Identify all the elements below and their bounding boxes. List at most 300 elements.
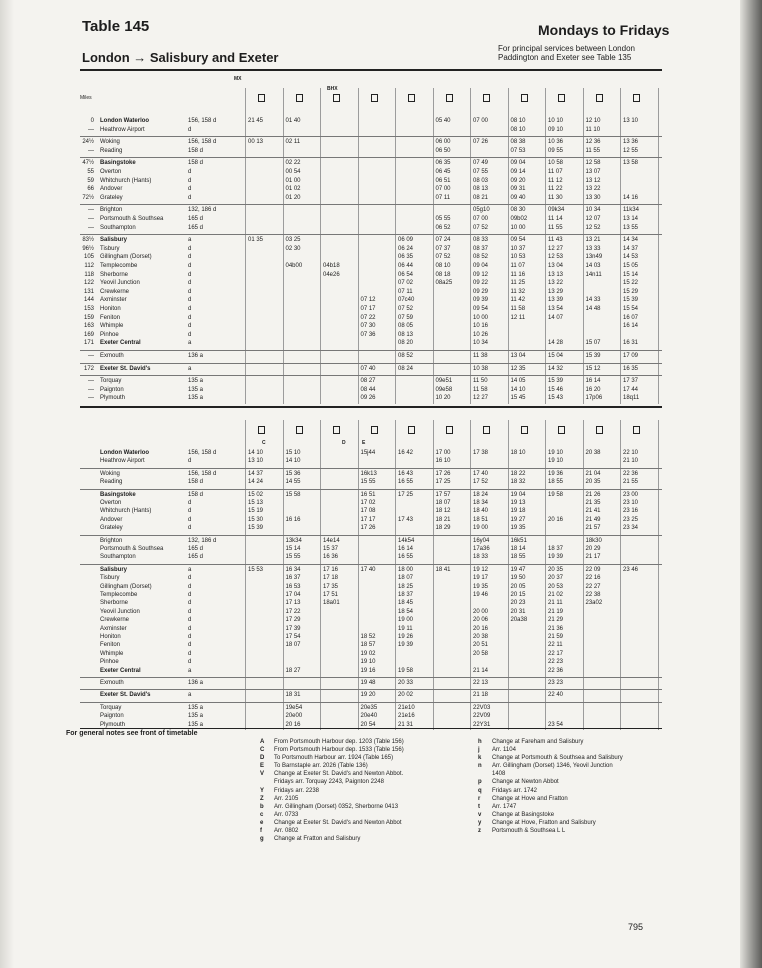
station-ref: 135 a xyxy=(188,395,204,402)
footnote-text: Arr. 1104 xyxy=(492,747,516,754)
departure-time: 08 44 xyxy=(360,386,376,393)
departure-time: 23 46 xyxy=(623,566,639,573)
footer-rule xyxy=(80,728,662,729)
miles-cell: 83½ xyxy=(82,237,94,244)
bottom-row xyxy=(80,642,662,649)
footnote-symbol: n xyxy=(478,763,482,770)
miles-cell: 169 xyxy=(83,331,94,338)
departure-time: 15 39 xyxy=(248,525,264,532)
departure-time: 07 37 xyxy=(435,245,451,252)
code-c: C xyxy=(262,440,266,446)
departure-time: 10 10 xyxy=(548,118,564,124)
departure-time: 17 00 xyxy=(435,450,451,456)
departure-time: 18 32 xyxy=(510,479,526,486)
departure-time: 21e10 xyxy=(398,704,415,711)
departure-time: 20 16 xyxy=(285,721,301,728)
miles-cell: 159 xyxy=(83,314,94,321)
departure-time: 08 18 xyxy=(435,271,451,278)
departure-time: 21 57 xyxy=(585,525,601,532)
group-rule xyxy=(80,702,662,703)
departure-time: 11k34 xyxy=(623,207,639,214)
top-row xyxy=(80,366,662,373)
departure-time: 20 35 xyxy=(585,479,601,486)
station-ref: d xyxy=(188,306,192,312)
bottom-row xyxy=(80,575,662,582)
station-name: Salisbury xyxy=(100,237,128,244)
bottom-row xyxy=(80,567,662,574)
miles-cell: 153 xyxy=(83,306,94,312)
departure-time: 08 52 xyxy=(473,254,489,261)
bottom-row xyxy=(80,554,662,561)
station-name: Axminster xyxy=(100,297,127,304)
departure-time: 17 02 xyxy=(360,500,376,506)
station-ref: a xyxy=(188,365,192,372)
station-name: London Waterloo xyxy=(100,450,150,456)
footnote-entry xyxy=(260,778,470,786)
departure-time: 23 00 xyxy=(623,491,639,498)
departure-time: 17 25 xyxy=(398,491,414,498)
departure-time: 22 13 xyxy=(473,680,489,686)
top-row xyxy=(80,195,662,202)
departure-time: 16 53 xyxy=(285,583,301,590)
station-name: Reading xyxy=(100,479,123,486)
departure-time: 16 55 xyxy=(398,554,414,561)
station-name: Templecombe xyxy=(100,263,138,269)
departure-time: 22 36 xyxy=(548,667,564,674)
departure-time: 12 36 xyxy=(585,139,601,146)
departure-time: 04b00 xyxy=(285,263,303,269)
departure-time: 11 58 xyxy=(473,386,488,393)
station-ref: 156, 158 d xyxy=(188,139,217,146)
departure-time: 15 12 xyxy=(585,365,601,372)
group-rule xyxy=(80,204,662,205)
code-bhx: BHX xyxy=(327,86,338,92)
departure-time: 08 21 xyxy=(473,194,489,201)
footnote-symbol: j xyxy=(478,747,480,754)
departure-time: 17 13 xyxy=(285,600,301,607)
departure-time: 13 36 xyxy=(623,139,639,146)
station-ref: d xyxy=(188,659,192,666)
departure-time: 13 21 xyxy=(585,237,601,244)
departure-time: 13 29 xyxy=(548,288,564,295)
station-ref: 135 a xyxy=(188,378,204,385)
miles-cell: 24½ xyxy=(82,139,94,146)
departure-time: 18k30 xyxy=(585,537,602,544)
departure-time: 22V09 xyxy=(473,713,491,720)
station-name: Brighton xyxy=(100,537,123,544)
station-ref: d xyxy=(188,254,192,261)
departure-time: 23 54 xyxy=(548,721,564,728)
station-name: Exeter St. David's xyxy=(100,692,151,699)
miles-cell: 66 xyxy=(87,186,94,193)
top-row xyxy=(80,169,662,176)
departure-time: 12 07 xyxy=(585,216,601,222)
station-name: Portsmouth & Southsea xyxy=(100,216,164,222)
departure-time: 12 27 xyxy=(473,395,489,402)
departure-time: 07 22 xyxy=(360,314,376,321)
footnote-key-left xyxy=(260,738,470,843)
station-ref: d xyxy=(188,288,192,295)
departure-time: 13 04 xyxy=(510,353,526,359)
departure-time: 13 55 xyxy=(623,224,639,231)
departure-time: 21 59 xyxy=(548,634,564,640)
departure-time: 15j44 xyxy=(360,450,376,456)
footnote-entry xyxy=(260,754,470,762)
departure-time: 17 09 xyxy=(623,353,639,359)
departure-time: 07 24 xyxy=(435,237,451,244)
departure-time: 18 29 xyxy=(435,525,451,532)
station-ref: 156, 158 d xyxy=(188,450,217,456)
station-name: Crewkerne xyxy=(100,288,130,295)
departure-time: 19 58 xyxy=(548,491,564,498)
bottom-row xyxy=(80,617,662,624)
departure-time: 21e16 xyxy=(398,713,415,720)
departure-time: 11 42 xyxy=(510,297,526,304)
station-ref: d xyxy=(188,625,192,632)
station-name: Yeovil Junction xyxy=(100,280,140,287)
departure-time: 13 12 xyxy=(585,177,601,184)
train-service-icon xyxy=(446,94,453,102)
departure-time: 18q11 xyxy=(623,395,640,402)
footnote-symbol: y xyxy=(478,819,482,826)
station-ref: a xyxy=(188,566,192,573)
footnote-entry xyxy=(260,787,470,795)
departure-time: 19 36 xyxy=(548,470,564,477)
footnote-symbol: V xyxy=(260,771,265,778)
departure-time: 09e58 xyxy=(435,386,453,393)
departure-time: 09 10 xyxy=(548,126,564,133)
departure-time: 23a02 xyxy=(585,600,603,607)
departure-time: 17 17 xyxy=(360,516,376,523)
miles-cell: 55 xyxy=(87,169,94,175)
train-service-icon xyxy=(596,94,603,102)
departure-time: 05 40 xyxy=(435,118,451,124)
departure-time: 20 58 xyxy=(473,650,489,657)
station-name: Andover xyxy=(100,516,123,523)
miles-cell: 144 xyxy=(83,297,94,304)
station-ref: d xyxy=(188,169,192,175)
departure-time: 20 31 xyxy=(510,608,526,615)
departure-time: 18 37 xyxy=(398,592,414,598)
top-row xyxy=(80,254,662,261)
station-name: Tisbury xyxy=(100,245,120,252)
departure-time: 17 04 xyxy=(285,592,301,598)
train-service-icon xyxy=(633,94,640,102)
footnote-symbol: r xyxy=(478,795,481,802)
station-name: Woking xyxy=(100,139,120,146)
departure-time: 19 47 xyxy=(510,566,526,573)
station-ref: 132, 186 d xyxy=(188,537,217,544)
bottom-row xyxy=(80,634,662,641)
departure-time: 18 54 xyxy=(398,608,414,615)
departure-time: 18 07 xyxy=(435,500,451,506)
station-name: Overton xyxy=(100,500,122,506)
departure-time: 09e51 xyxy=(435,378,453,385)
station-ref: d xyxy=(188,583,192,590)
departure-time: 06 24 xyxy=(398,245,414,252)
top-row xyxy=(80,207,662,214)
departure-time: 18 41 xyxy=(435,566,451,573)
departure-time: 11 32 xyxy=(510,288,526,295)
station-name: Grateley xyxy=(100,525,123,532)
station-ref: 136 a xyxy=(188,680,204,686)
departure-time: 19 11 xyxy=(398,625,413,632)
departure-time: 18 25 xyxy=(398,583,414,590)
departure-time: 16 36 xyxy=(323,554,339,561)
departure-time: 23 16 xyxy=(623,508,639,515)
departure-time: 14 53 xyxy=(623,254,639,261)
train-service-icon xyxy=(296,94,303,102)
departure-time: 09 04 xyxy=(510,160,526,167)
departure-time: 18 57 xyxy=(360,642,376,649)
footnote-text: Change at Fareham and Salisbury xyxy=(492,739,584,745)
page-number: 795 xyxy=(628,922,644,932)
footnote-symbol: Z xyxy=(260,795,264,802)
departure-time: 15 55 xyxy=(360,479,376,486)
departure-time: 14 03 xyxy=(585,263,601,269)
departure-time: 15 43 xyxy=(548,395,564,402)
departure-time: 20 16 xyxy=(473,625,489,632)
departure-time: 15 30 xyxy=(248,516,264,523)
departure-time: 19 50 xyxy=(510,575,526,582)
station-name: Southampton xyxy=(100,224,136,231)
top-row xyxy=(80,139,662,146)
station-ref: d xyxy=(188,500,192,506)
station-ref: 132, 186 d xyxy=(188,207,217,214)
departure-time: 20e40 xyxy=(360,713,378,720)
footnote-symbol: p xyxy=(478,779,482,786)
departure-time: 17 08 xyxy=(360,508,376,515)
station-ref: d xyxy=(188,642,192,649)
departure-time: 14 10 xyxy=(248,450,264,456)
departure-time: 17 40 xyxy=(360,566,376,573)
departure-time: 16 35 xyxy=(623,365,639,372)
departure-time: 20 54 xyxy=(360,721,376,728)
departure-time: 15 39 xyxy=(623,297,639,304)
footnote-text: Fridays arr. Torquay 2243, Paignton 2248 xyxy=(274,779,384,786)
station-ref: d xyxy=(188,458,192,465)
miles-cell: 0 xyxy=(90,118,94,124)
station-ref: a xyxy=(188,340,192,347)
station-name: Crewkerne xyxy=(100,617,130,624)
bottom-row xyxy=(80,479,662,486)
departure-time: 10 00 xyxy=(473,314,489,321)
footnote-text: Change at Newton Abbot xyxy=(492,779,559,786)
footnote-text: Change at Hove, Fratton and Salisbury xyxy=(492,819,596,826)
station-ref: d xyxy=(188,634,192,640)
station-ref: d xyxy=(188,575,192,582)
station-name: Pinhoe xyxy=(100,659,119,666)
bottom-row xyxy=(80,600,662,607)
departure-time: 08 37 xyxy=(473,245,489,252)
departure-time: 08 13 xyxy=(398,331,414,338)
departure-time: 08 30 xyxy=(510,207,526,214)
footnote-symbol: b xyxy=(260,803,264,810)
footnote-entry xyxy=(478,754,668,762)
top-row xyxy=(80,297,662,304)
departure-time: 07 02 xyxy=(398,280,414,287)
top-row xyxy=(80,340,662,347)
departure-time: 17 26 xyxy=(360,525,376,532)
departure-time: 08a25 xyxy=(435,280,453,287)
footnote-text: Arr. 0802 xyxy=(274,828,299,835)
departure-time: 15 05 xyxy=(623,263,639,269)
station-ref: 158 d xyxy=(188,491,204,498)
departure-time: 19 18 xyxy=(510,508,526,515)
departure-time: 23 25 xyxy=(623,516,639,523)
departure-time: 13 04 xyxy=(548,263,564,269)
departure-time: 15 58 xyxy=(285,491,301,498)
train-service-icon xyxy=(558,426,565,434)
footnote-entry xyxy=(478,795,668,803)
group-rule xyxy=(80,363,662,364)
bottom-row xyxy=(80,546,662,553)
departure-time: 16k51 xyxy=(510,537,527,544)
departure-time: 10 58 xyxy=(548,160,564,167)
departure-time: 17 26 xyxy=(435,470,451,477)
miles-cell: 96½ xyxy=(82,245,94,252)
bottom-row xyxy=(80,458,662,465)
bottom-row xyxy=(80,500,662,507)
departure-time: 14 55 xyxy=(285,479,301,486)
general-notes: For general notes see front of timetable xyxy=(66,730,198,737)
bottom-row xyxy=(80,492,662,499)
departure-time: 18 12 xyxy=(435,508,451,515)
departure-time: 09k34 xyxy=(548,207,565,214)
departure-time: 15 39 xyxy=(585,353,601,359)
train-service-icon xyxy=(333,94,340,102)
departure-time: 14 48 xyxy=(585,306,601,312)
departure-time: 15 36 xyxy=(285,470,301,477)
bottom-row xyxy=(80,584,662,591)
train-service-icon xyxy=(408,426,415,434)
train-service-icon xyxy=(258,94,265,102)
group-rule xyxy=(80,136,662,137)
departure-time: 20 29 xyxy=(585,546,601,552)
departure-time: 04b18 xyxy=(323,263,340,269)
departure-time: 22 36 xyxy=(623,470,639,477)
train-service-icon xyxy=(483,426,490,434)
station-name: Whimple xyxy=(100,650,124,657)
departure-time: 16 14 xyxy=(585,378,601,385)
departure-time: 22V03 xyxy=(473,704,491,711)
station-ref: d xyxy=(188,331,192,338)
footnote-text: To Barnstaple arr. 2026 (Table 136) xyxy=(274,763,368,770)
code-d: D xyxy=(342,440,346,446)
departure-time: 03 25 xyxy=(285,237,301,244)
miles-cell: — xyxy=(88,353,94,359)
departure-time: 15 55 xyxy=(285,554,301,561)
station-name: Basingstoke xyxy=(100,491,136,498)
departure-time: 14 05 xyxy=(510,378,526,385)
footnote-text: Portsmouth & Southsea L L xyxy=(492,828,566,835)
departure-time: 17 54 xyxy=(285,634,301,640)
departure-time: 17 18 xyxy=(323,575,339,582)
departure-time: 21 10 xyxy=(623,458,639,465)
top-row xyxy=(80,315,662,322)
departure-time: 14 24 xyxy=(248,479,264,486)
footnote-text: Change at Portsmouth & Southsea and Salisbury xyxy=(492,755,623,762)
station-name: Plymouth xyxy=(100,395,126,402)
top-row xyxy=(80,323,662,330)
station-ref: d xyxy=(188,263,192,269)
station-ref: d xyxy=(188,600,192,607)
top-row xyxy=(80,272,662,279)
departure-time: 23 34 xyxy=(623,525,639,532)
departure-time: 18 24 xyxy=(473,491,489,498)
footnote-text: Arr. Gillingham (Dorset) 0352, Sherborne 0413 xyxy=(274,803,399,810)
departure-time: 06 35 xyxy=(398,254,414,261)
departure-time: 21 14 xyxy=(473,667,489,674)
footnote-text: Change at Basingstoke xyxy=(492,811,555,818)
departure-time: 08 38 xyxy=(510,139,526,146)
train-service-icon xyxy=(371,94,378,102)
departure-time: 08 24 xyxy=(398,365,414,372)
footnote-symbol: E xyxy=(260,763,265,770)
departure-time: 22 09 xyxy=(585,566,601,573)
departure-time: 08 27 xyxy=(360,378,376,385)
departure-time: 10 26 xyxy=(473,331,489,338)
footnote-symbol: z xyxy=(478,828,481,835)
departure-time: 10 00 xyxy=(510,224,526,231)
departure-time: 13 22 xyxy=(548,280,564,287)
departure-time: 17 38 xyxy=(473,450,489,456)
departure-time: 17 16 xyxy=(323,566,339,573)
train-service-icon xyxy=(521,94,528,102)
departure-time: 15 54 xyxy=(623,306,639,312)
miles-cell: 105 xyxy=(83,254,94,261)
departure-time: 13 39 xyxy=(548,297,564,304)
departure-time: 10 34 xyxy=(473,340,489,347)
footnote-text: Change at Exeter St. David's and Newton Abbot. xyxy=(274,771,404,778)
footnote-text: Fridays arr. 1742 xyxy=(492,787,538,794)
departure-time: 09 39 xyxy=(473,297,489,304)
departure-time: 20 35 xyxy=(548,566,564,573)
departure-time: 11 55 xyxy=(585,147,601,154)
miles-cell: — xyxy=(88,395,94,402)
departure-time: 11 38 xyxy=(473,353,488,359)
departure-time: 08 13 xyxy=(473,186,489,193)
departure-time: 18 21 xyxy=(435,516,451,523)
station-name: Honiton xyxy=(100,306,121,312)
departure-time: 11 50 xyxy=(473,378,488,385)
station-ref: 165 d xyxy=(188,546,204,552)
departure-time: 15 53 xyxy=(248,566,264,573)
bottom-row xyxy=(80,692,662,699)
departure-time: 21 41 xyxy=(585,508,601,515)
bottom-row xyxy=(80,471,662,478)
top-row xyxy=(80,353,662,360)
departure-time: 21 17 xyxy=(585,554,601,561)
departure-time: 05g10 xyxy=(473,207,490,214)
departure-time: 09 31 xyxy=(510,186,526,193)
departure-time: 12 55 xyxy=(623,147,639,154)
footnote-symbol: e xyxy=(260,819,264,826)
departure-time: 09 20 xyxy=(510,177,526,184)
departure-time: 18 37 xyxy=(548,546,564,552)
footnote-text: Change at Fratton and Salisbury xyxy=(274,836,361,843)
cross-reference-note: For principal services between London Paddington and Exeter see Table 135 xyxy=(498,44,635,62)
departure-time: 17 25 xyxy=(435,479,451,486)
footnote-text: Arr. 2105 xyxy=(274,795,299,802)
station-name: Salisbury xyxy=(100,566,128,573)
departure-time: 08 10 xyxy=(510,126,526,133)
departure-time: 10 37 xyxy=(510,245,526,252)
departure-time: 08 10 xyxy=(510,118,526,124)
departure-time: 16 10 xyxy=(435,458,451,465)
group-rule xyxy=(80,350,662,351)
departure-time: 18 27 xyxy=(285,667,301,674)
